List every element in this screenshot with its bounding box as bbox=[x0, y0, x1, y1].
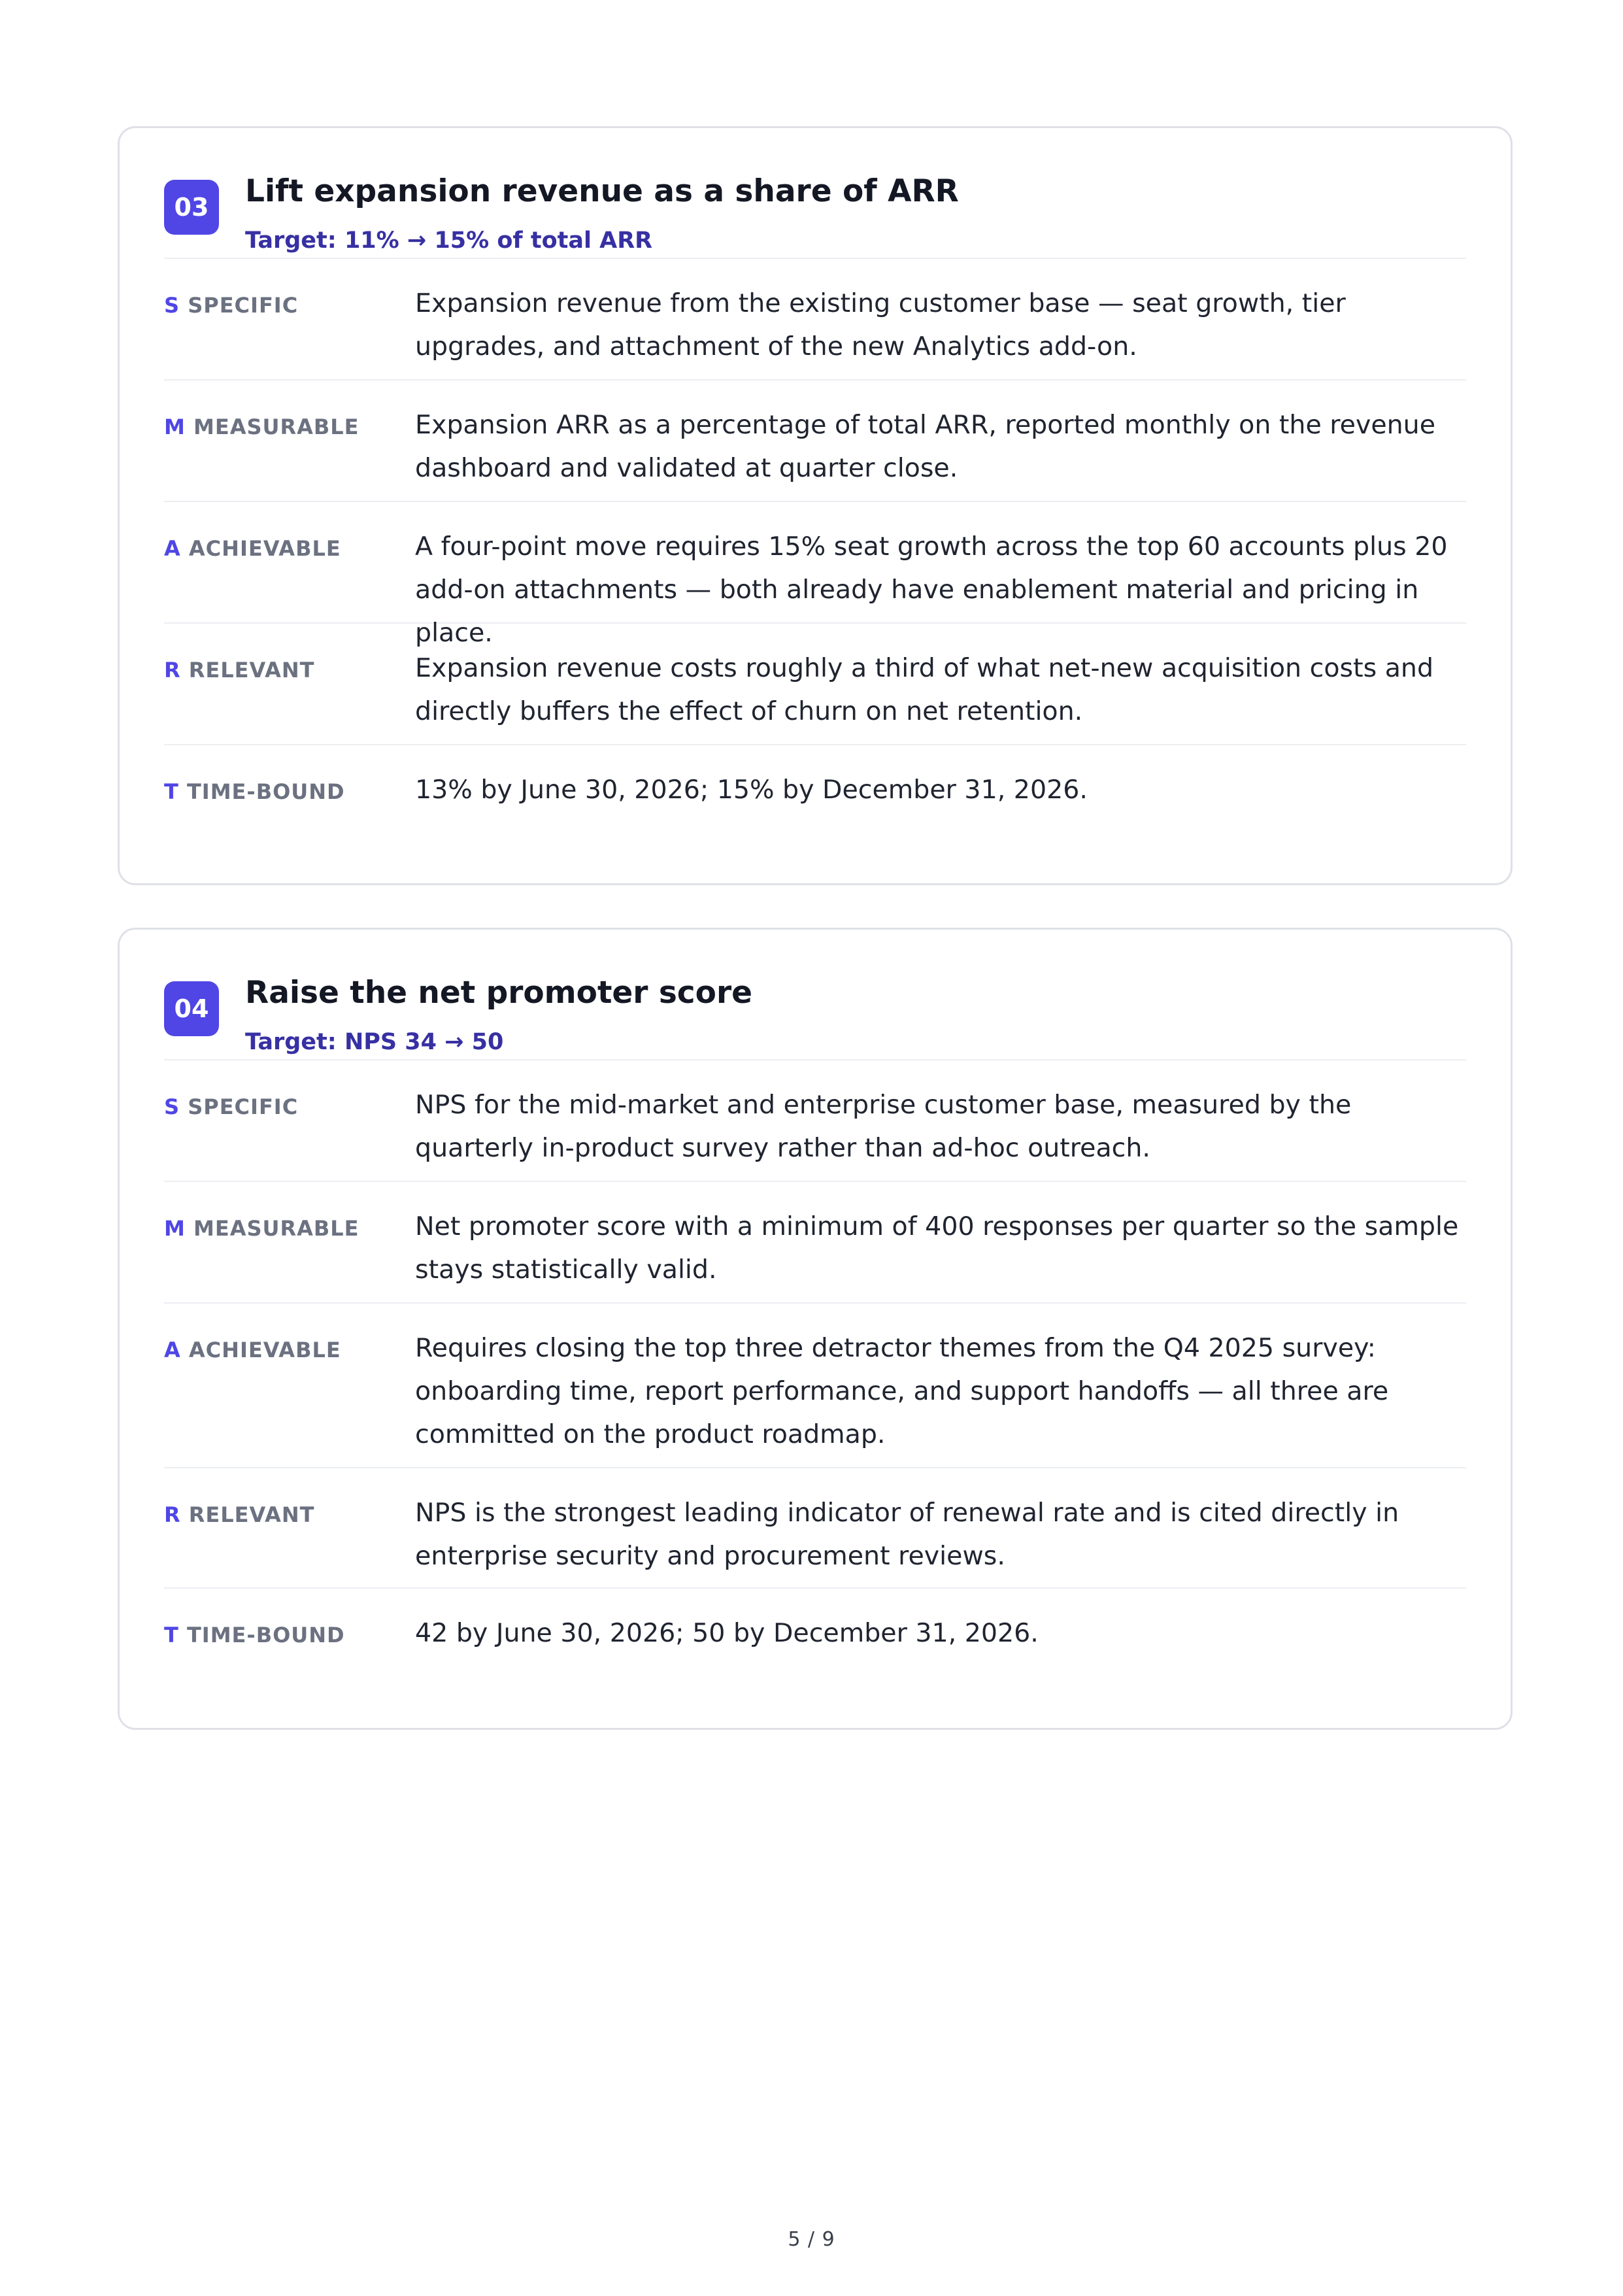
smart-letter: R bbox=[164, 658, 181, 683]
smart-label-text: SPECIFIC bbox=[188, 1094, 299, 1119]
smart-row-measurable bbox=[164, 1182, 1466, 1304]
smart-text: Net promoter score with a minimum of 400 responses per quarter so the sample stays statistically valid. bbox=[415, 1211, 1459, 1285]
smart-letter: S bbox=[164, 1094, 180, 1119]
goal-number-badge: 04 bbox=[164, 981, 219, 1036]
goal-header bbox=[164, 973, 1466, 1060]
smart-letter: T bbox=[164, 779, 179, 804]
smart-label bbox=[164, 533, 415, 562]
smart-letter: M bbox=[164, 1216, 186, 1241]
smart-row-measurable bbox=[164, 380, 1466, 502]
smart-label-text: TIME-BOUND bbox=[186, 779, 345, 804]
smart-label-text: RELEVANT bbox=[188, 658, 315, 683]
goal-card bbox=[118, 928, 1513, 1730]
goal-card bbox=[118, 126, 1513, 885]
smart-text: Expansion revenue costs roughly a third of what net-new acquisition costs and directly buffers the effect of churn on net retention. bbox=[415, 653, 1434, 726]
smart-row-achievable bbox=[164, 1304, 1466, 1468]
page-number: 5 / 9 bbox=[788, 2228, 835, 2251]
smart-letter: M bbox=[164, 414, 186, 439]
smart-text: A four-point move requires 15% seat growth across the top 60 accounts plus 20 add-on attachments — both already have enablement material and pricing in place. bbox=[415, 532, 1448, 648]
smart-label bbox=[164, 655, 415, 683]
smart-text: 13% by June 30, 2026; 15% by December 31, 2026. bbox=[415, 775, 1088, 805]
smart-text: NPS is the strongest leading indicator of renewal rate and is cited directly in enterprise security and procurement reviews. bbox=[415, 1498, 1399, 1571]
goal-header bbox=[164, 171, 1466, 259]
smart-label bbox=[164, 777, 415, 805]
smart-row-time-bound bbox=[164, 1589, 1466, 1667]
goal-title: Raise the net promoter score bbox=[245, 975, 753, 1011]
smart-label bbox=[164, 1500, 415, 1528]
smart-row-specific bbox=[164, 259, 1466, 380]
goal-target: Target: 11% → 15% of total ARR bbox=[245, 228, 653, 254]
smart-row-specific bbox=[164, 1060, 1466, 1182]
smart-label-text: RELEVANT bbox=[188, 1502, 315, 1527]
smart-label-text: SPECIFIC bbox=[188, 293, 299, 318]
smart-label bbox=[164, 412, 415, 440]
smart-text: 42 by June 30, 2026; 50 by December 31, 2026. bbox=[415, 1618, 1039, 1648]
smart-label-text: ACHIEVABLE bbox=[188, 536, 341, 561]
goal-number-badge: 03 bbox=[164, 180, 219, 235]
smart-letter: R bbox=[164, 1502, 181, 1527]
smart-row-relevant bbox=[164, 1468, 1466, 1589]
smart-letter: S bbox=[164, 293, 180, 318]
smart-label bbox=[164, 1620, 415, 1648]
smart-label bbox=[164, 1092, 415, 1120]
smart-letter: A bbox=[164, 536, 181, 561]
smart-row-achievable bbox=[164, 502, 1466, 648]
smart-label-text: TIME-BOUND bbox=[186, 1623, 345, 1647]
smart-text: Requires closing the top three detractor themes from the Q4 2025 survey: onboarding time, report performance, and support handoffs — all three are committed on the product roadmap. bbox=[415, 1333, 1389, 1449]
smart-label-text: MEASURABLE bbox=[193, 414, 360, 439]
goal-title: Lift expansion revenue as a share of ARR bbox=[245, 173, 959, 209]
smart-label bbox=[164, 290, 415, 318]
smart-text: Expansion ARR as a percentage of total ARR, reported monthly on the revenue dashboard and validated at quarter close. bbox=[415, 410, 1436, 483]
smart-letter: T bbox=[164, 1623, 179, 1647]
smart-label-text: MEASURABLE bbox=[193, 1216, 360, 1241]
smart-text: Expansion revenue from the existing customer base — seat growth, tier upgrades, and attachment of the new Analytics add-on. bbox=[415, 288, 1346, 362]
goal-target: Target: NPS 34 → 50 bbox=[245, 1029, 504, 1055]
smart-text: NPS for the mid-market and enterprise customer base, measured by the quarterly in-product survey rather than ad-hoc outreach. bbox=[415, 1090, 1352, 1163]
smart-letter: A bbox=[164, 1338, 181, 1362]
smart-label bbox=[164, 1213, 415, 1241]
smart-label-text: ACHIEVABLE bbox=[188, 1338, 341, 1362]
smart-row-time-bound bbox=[164, 745, 1466, 824]
smart-label bbox=[164, 1335, 415, 1363]
